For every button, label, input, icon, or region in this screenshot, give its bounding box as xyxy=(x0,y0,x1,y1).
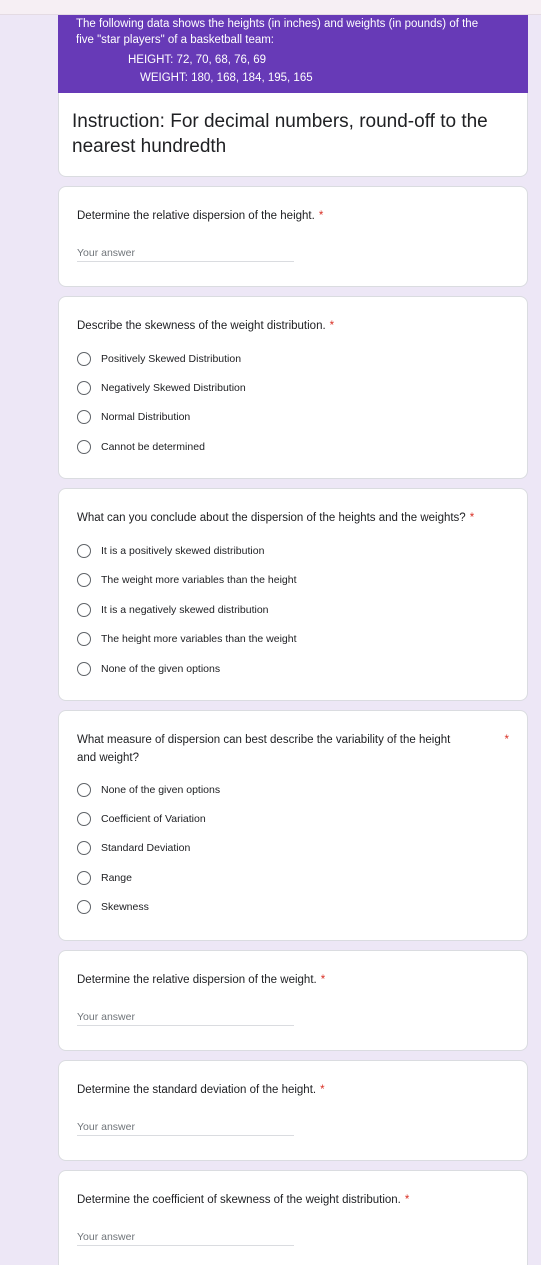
weight-data: WEIGHT: 180, 168, 184, 195, 165 xyxy=(140,72,313,84)
form-description-header xyxy=(58,15,528,93)
radio-option[interactable]: None of the given options xyxy=(77,780,220,800)
radio-option[interactable]: Negatively Skewed Distribution xyxy=(77,378,246,398)
radio-button[interactable] xyxy=(77,812,91,826)
question-title: Determine the standard deviation of the height. * xyxy=(77,1084,325,1096)
required-asterisk: * xyxy=(504,734,509,746)
radio-option[interactable]: The weight more variables than the height xyxy=(77,570,297,590)
radio-button[interactable] xyxy=(77,603,91,617)
answer-input[interactable] xyxy=(77,1008,294,1026)
radio-option[interactable]: Standard Deviation xyxy=(77,838,190,858)
radio-button[interactable] xyxy=(77,841,91,855)
radio-option[interactable]: Range xyxy=(77,868,132,888)
radio-button[interactable] xyxy=(77,900,91,914)
radio-option[interactable]: The height more variables than the weight xyxy=(77,629,297,649)
radio-option[interactable]: It is a negatively skewed distribution xyxy=(77,600,269,620)
question-title: Describe the skewness of the weight distribution. * xyxy=(77,320,335,332)
height-data: HEIGHT: 72, 70, 68, 76, 69 xyxy=(128,54,267,66)
question-title: What measure of dispersion can best describe the variability of the height and weight? xyxy=(77,734,451,764)
description-line-1: The following data shows the heights (in inches) and weights (in pounds) of the xyxy=(76,18,479,30)
description-line-2: five "star players" of a basketball team: xyxy=(76,34,275,46)
question-card-skewness-weight xyxy=(58,296,528,479)
required-asterisk: * xyxy=(329,320,335,332)
instruction-text: Instruction: For decimal numbers, round-off to the nearest hundredth xyxy=(72,111,488,157)
radio-button[interactable] xyxy=(77,632,91,646)
radio-button[interactable] xyxy=(77,662,91,676)
question-card-relative-dispersion-height xyxy=(58,186,528,287)
radio-option[interactable]: Normal Distribution xyxy=(77,407,190,427)
radio-button[interactable] xyxy=(77,573,91,587)
answer-input[interactable] xyxy=(77,244,294,262)
radio-button[interactable] xyxy=(77,783,91,797)
question-card-standard-deviation-height xyxy=(58,1060,528,1161)
instruction-card xyxy=(58,93,528,177)
question-title: What can you conclude about the dispersion of the heights and the weights? * xyxy=(77,512,475,524)
radio-option[interactable]: None of the given options xyxy=(77,659,220,679)
question-title: Determine the relative dispersion of the weight. * xyxy=(77,974,326,986)
required-asterisk: * xyxy=(320,1084,325,1096)
question-card-measure-of-dispersion xyxy=(58,710,528,941)
question-card-dispersion-conclusion xyxy=(58,488,528,701)
question-title: Determine the coefficient of skewness of the weight distribution. * xyxy=(77,1194,410,1206)
radio-button[interactable] xyxy=(77,871,91,885)
required-asterisk: * xyxy=(320,974,326,986)
radio-button[interactable] xyxy=(77,544,91,558)
radio-option[interactable]: Cannot be determined xyxy=(77,437,205,457)
required-asterisk: * xyxy=(318,210,324,222)
radio-button[interactable] xyxy=(77,352,91,366)
required-asterisk: * xyxy=(469,512,475,524)
radio-option[interactable]: Skewness xyxy=(77,897,149,917)
radio-button[interactable] xyxy=(77,381,91,395)
answer-input[interactable] xyxy=(77,1118,294,1136)
question-card-coefficient-of-skewness xyxy=(58,1170,528,1265)
radio-option[interactable]: It is a positively skewed distribution xyxy=(77,541,264,561)
required-asterisk: * xyxy=(404,1194,410,1206)
radio-button[interactable] xyxy=(77,410,91,424)
question-card-relative-dispersion-weight xyxy=(58,950,528,1051)
browser-top-bar xyxy=(0,0,541,15)
question-title: Determine the relative dispersion of the height. * xyxy=(77,210,324,222)
radio-option[interactable]: Coefficient of Variation xyxy=(77,809,206,829)
radio-option[interactable]: Positively Skewed Distribution xyxy=(77,349,241,369)
radio-button[interactable] xyxy=(77,440,91,454)
answer-input[interactable] xyxy=(77,1228,294,1246)
